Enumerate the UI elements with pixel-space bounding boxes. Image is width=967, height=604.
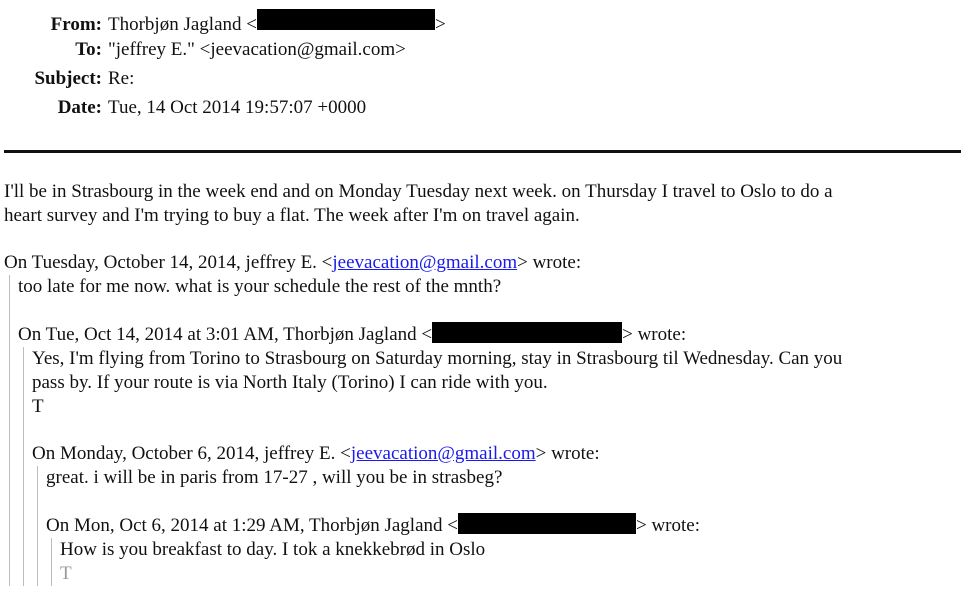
quote-intro xyxy=(46,513,955,538)
quote-text: T xyxy=(32,396,44,417)
to-label: To: xyxy=(75,39,102,60)
quote-block xyxy=(9,275,955,586)
from-close: > xyxy=(434,14,446,35)
quote-intro-suffix: > wrote: xyxy=(535,443,600,464)
quote-intro xyxy=(4,251,955,275)
quote-block xyxy=(51,538,955,586)
message-body xyxy=(4,180,955,586)
date-value: Tue, 14 Oct 2014 19:57:07 +0000 xyxy=(108,97,367,118)
quote-intro-prefix: On Tue, Oct 14, 2014 at 3:01 AM, Thorbjøn Jagland < xyxy=(18,324,433,345)
to-value: "jeffrey E." <jeevacation@gmail.com> xyxy=(108,39,406,60)
quote-text: pass by. If your route is via North Italy (Torino) I can ride with you. xyxy=(32,372,548,393)
redaction-box xyxy=(458,513,636,534)
quote-text: great. i will be in paris from 17-27 , will you be in strasbeg? xyxy=(46,467,503,488)
date-label: Date: xyxy=(57,97,102,118)
from-label: From: xyxy=(50,14,102,35)
quote-intro-suffix: > wrote: xyxy=(622,324,687,345)
quote-intro-suffix: > wrote: xyxy=(517,252,582,273)
header-divider xyxy=(4,150,961,153)
to-row xyxy=(0,38,446,67)
quote-signature: T xyxy=(60,563,72,584)
date-row xyxy=(0,96,446,125)
quote-intro-suffix: > wrote: xyxy=(635,515,700,536)
subject-value: Re: xyxy=(108,68,135,89)
quote-block xyxy=(37,466,955,586)
from-name: Thorbjøn Jagland < xyxy=(108,14,257,35)
email-header xyxy=(0,9,446,125)
quote-text: Yes, I'm flying from Torino to Strasbourg on Saturday morning, stay in Strasbourg til Wednesday. Can you xyxy=(32,348,843,369)
quote-block xyxy=(23,347,955,586)
email-link[interactable]: jeevacation@gmail.com xyxy=(332,252,518,273)
quote-intro xyxy=(18,322,955,347)
body-line: I'll be in Strasbourg in the week end and on Monday Tuesday next week. on Thursday I travel to Oslo to do a xyxy=(4,181,833,202)
from-row xyxy=(0,9,446,38)
quote-intro-prefix: On Monday, October 6, 2014, jeffrey E. < xyxy=(32,443,351,464)
quote-intro-prefix: On Mon, Oct 6, 2014 at 1:29 AM, Thorbjøn Jagland < xyxy=(46,515,458,536)
email-link[interactable]: jeevacation@gmail.com xyxy=(350,443,536,464)
quote-text: How is you breakfast to day. I tok a knekkebrød in Oslo xyxy=(60,539,486,560)
redaction-box xyxy=(432,322,622,343)
subject-label: Subject: xyxy=(34,68,102,89)
subject-row xyxy=(0,67,446,96)
redaction-box xyxy=(257,9,435,30)
quote-intro-prefix: On Tuesday, October 14, 2014, jeffrey E. < xyxy=(4,252,333,273)
quote-intro xyxy=(32,442,955,466)
body-line: heart survey and I'm trying to buy a flat. The week after I'm on travel again. xyxy=(4,205,580,226)
quote-text: too late for me now. what is your schedule the rest of the mnth? xyxy=(18,276,502,297)
